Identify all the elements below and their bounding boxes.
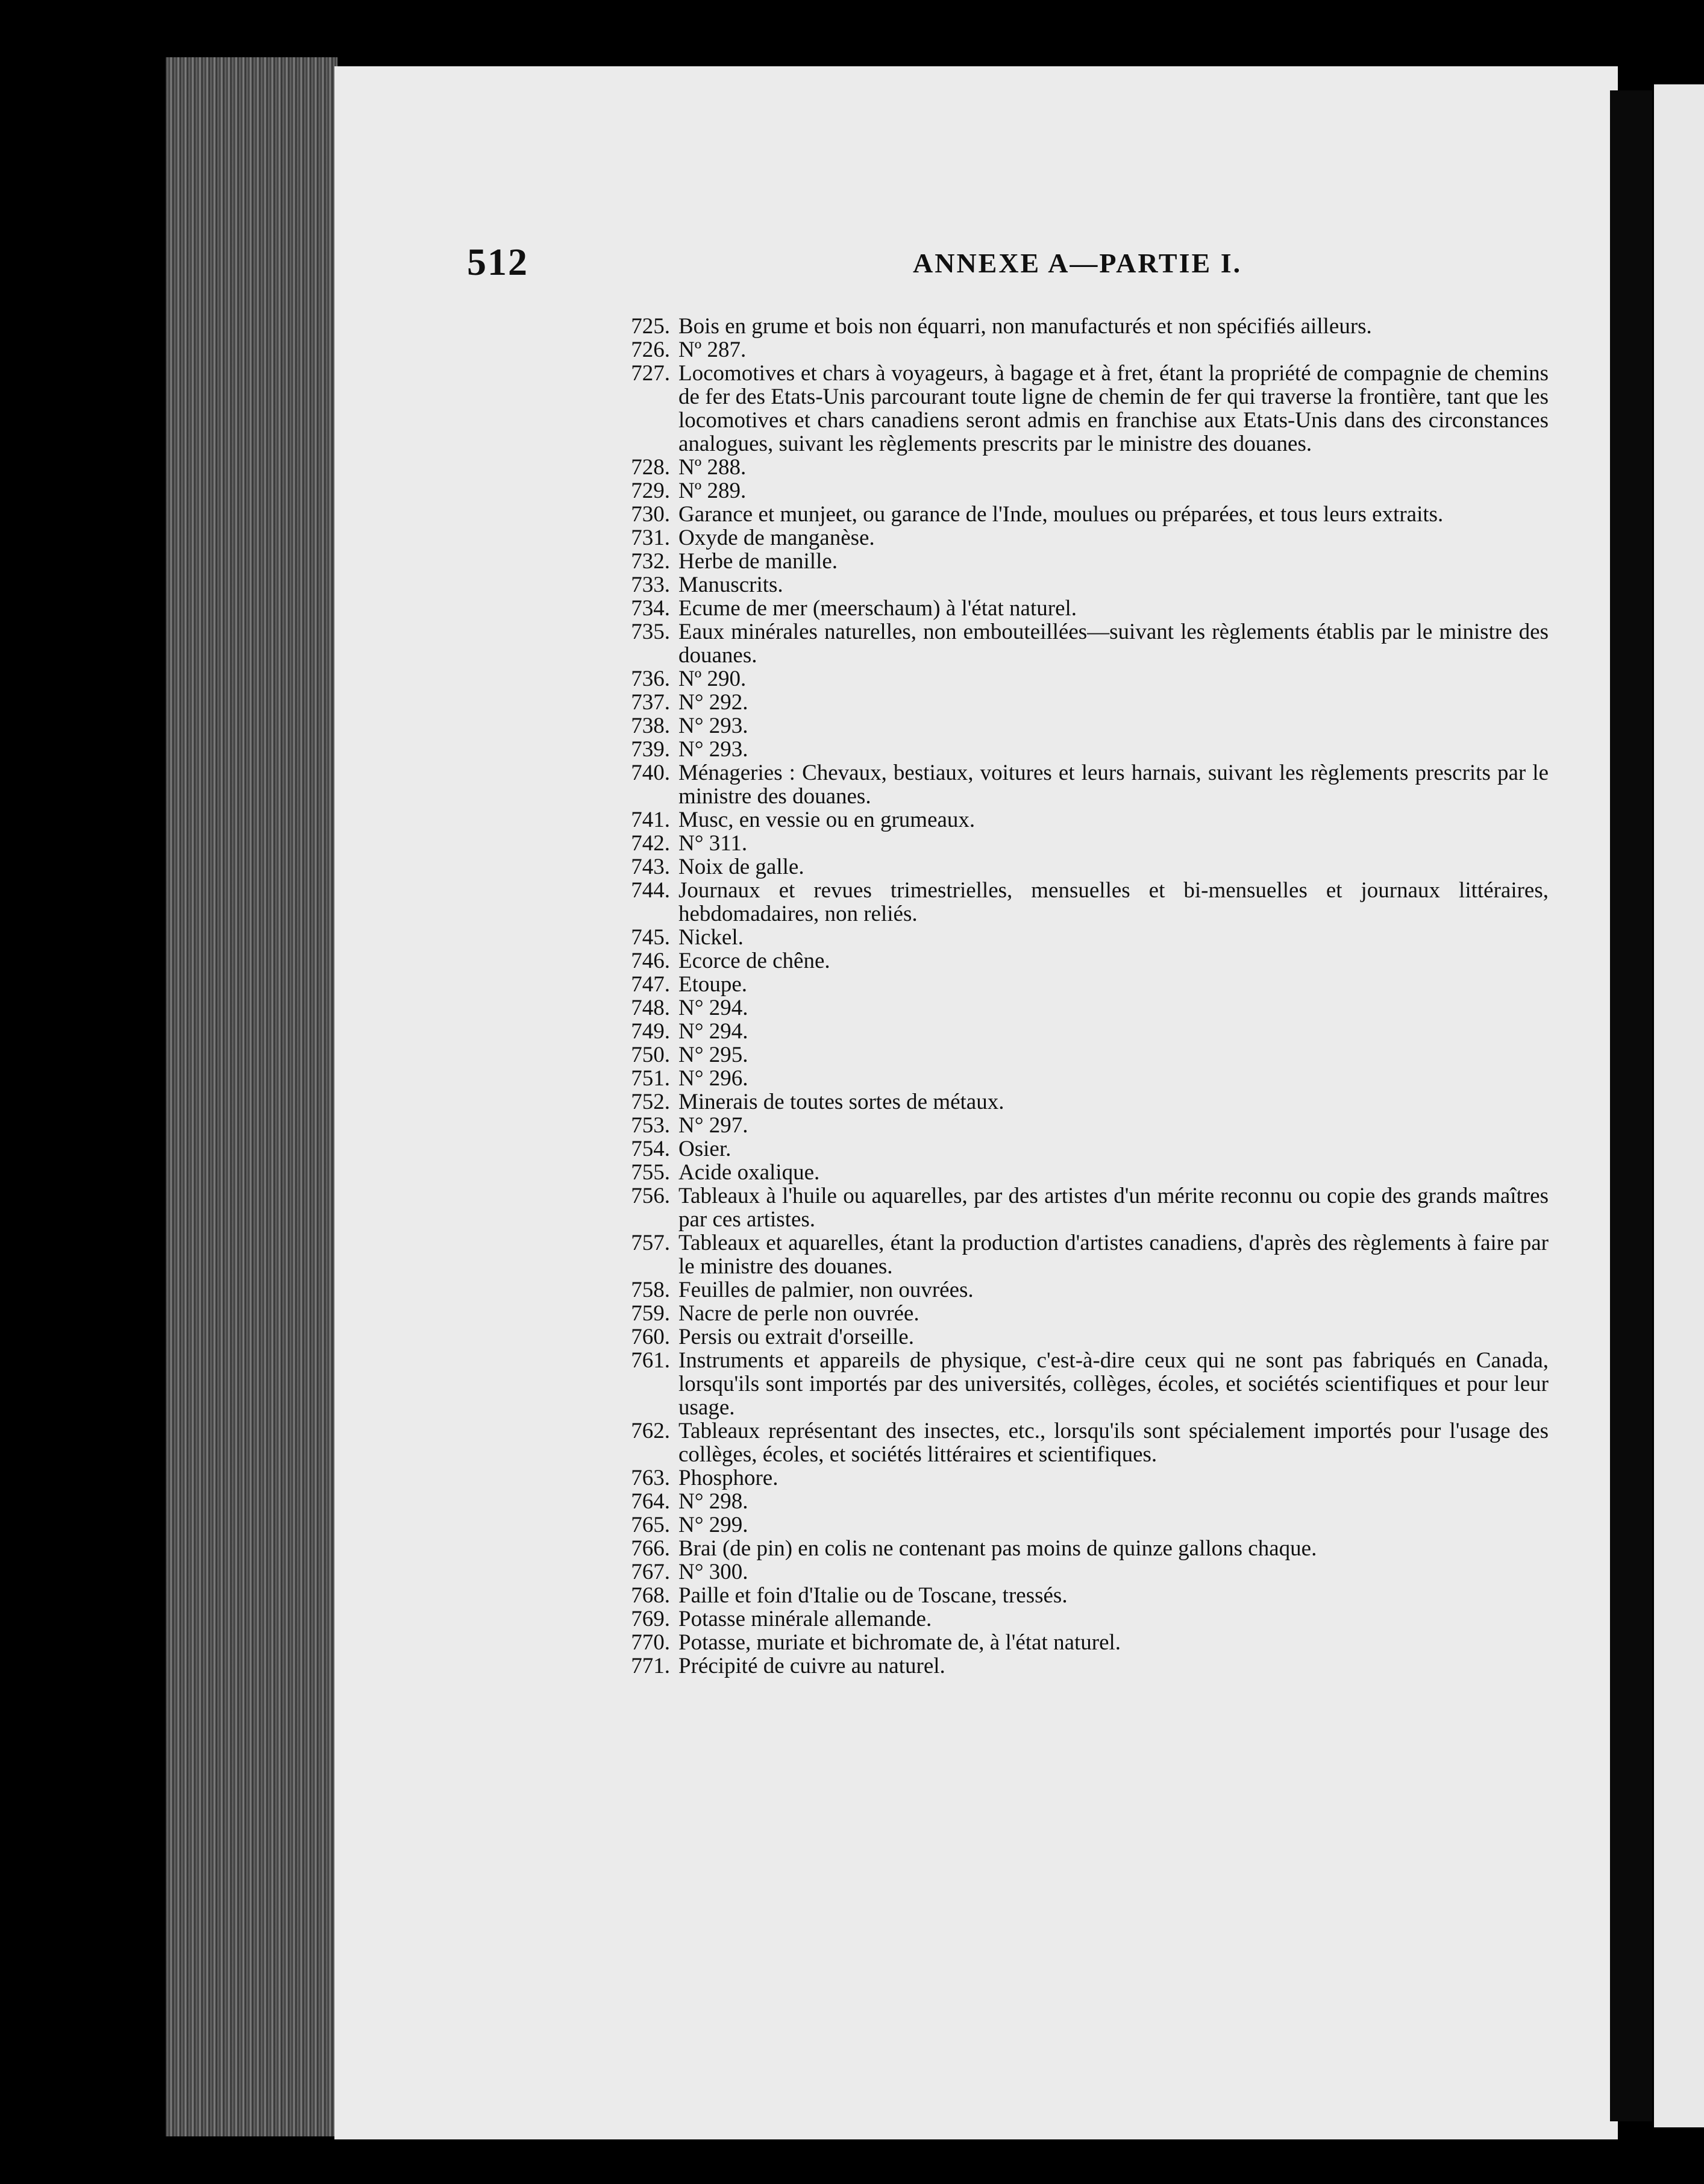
tariff-entry [627, 1020, 1549, 1043]
entry-text: Phosphore. [678, 1466, 778, 1490]
entry-text: Noix de galle. [678, 855, 804, 879]
entry-number: 766. [631, 1536, 670, 1561]
entry-text: Nº 290. [678, 667, 747, 691]
entry-text: Etoupe. [678, 972, 748, 997]
tariff-entry [627, 573, 1549, 597]
entry-text: N° 296. [678, 1066, 748, 1091]
page-number: 512 [467, 240, 528, 283]
entry-number: 750. [631, 1043, 670, 1067]
tariff-entry [627, 996, 1549, 1020]
tariff-entry [627, 667, 1549, 691]
tariff-entry [627, 855, 1549, 879]
entry-text: Tableaux représentant des insectes, etc., lorsqu'ils sont spécialement importés pour l'usage des collèges, écoles, et sociétés littéraires et scientifiques. [678, 1419, 1549, 1467]
entry-text: Paille et foin d'Italie ou de Toscane, tressés. [678, 1583, 1068, 1608]
entry-text: N° 300. [678, 1560, 748, 1584]
entry-text: Persis ou extrait d'orseille. [678, 1325, 914, 1349]
entry-text: Acide oxalique. [678, 1160, 820, 1185]
tariff-entry [627, 879, 1549, 926]
entry-text: N° 295. [678, 1043, 748, 1067]
entry-text: Herbe de manille. [678, 549, 838, 574]
tariff-entry [627, 1654, 1549, 1678]
tariff-entry [627, 926, 1549, 949]
tariff-entry [627, 1090, 1549, 1114]
entry-number: 765. [631, 1513, 670, 1537]
entry-text: Potasse minérale allemande. [678, 1607, 932, 1631]
tariff-entry [627, 1490, 1549, 1513]
tariff-entry [627, 1302, 1549, 1325]
entry-text: Feuilles de palmier, non ouvrées. [678, 1278, 974, 1302]
entry-number: 736. [631, 667, 670, 691]
entry-text: N° 294. [678, 996, 748, 1020]
entry-number: 752. [631, 1090, 670, 1114]
entry-number: 745. [631, 925, 670, 950]
tariff-entry [627, 620, 1549, 667]
entry-number: 770. [631, 1630, 670, 1655]
entry-text: Nickel. [678, 925, 744, 950]
entry-number: 731. [631, 526, 670, 550]
entry-text: Manuscrits. [678, 573, 783, 597]
tariff-entry [627, 1161, 1549, 1184]
entry-number: 762. [631, 1419, 670, 1443]
tariff-entry [627, 338, 1549, 362]
entry-number: 746. [631, 949, 670, 973]
entry-number: 733. [631, 573, 670, 597]
entry-text: Ecume de mer (meerschaum) à l'état naturel. [678, 596, 1077, 621]
tariff-entry [627, 1067, 1549, 1090]
entry-number: 761. [631, 1348, 670, 1373]
entry-number: 730. [631, 502, 670, 527]
tariff-entry [627, 1513, 1549, 1537]
entry-number: 738. [631, 714, 670, 738]
entry-text: Bois en grume et bois non équarri, non manufacturés et non spécifiés ailleurs. [678, 314, 1372, 339]
tariff-entry [627, 691, 1549, 714]
entry-number: 771. [631, 1654, 670, 1678]
entry-text: Potasse, muriate et bichromate de, à l'état naturel. [678, 1630, 1121, 1655]
tariff-entry [627, 315, 1549, 338]
entry-text: Ménageries : Chevaux, bestiaux, voitures et leurs harnais, suivant les règlements prescrits par le ministre des douanes. [678, 761, 1549, 809]
entry-text: Musc, en vessie ou en grumeaux. [678, 808, 976, 832]
entry-number: 763. [631, 1466, 670, 1490]
entry-number: 751. [631, 1066, 670, 1091]
entry-number: 768. [631, 1583, 670, 1608]
entry-text: Brai (de pin) en colis ne contenant pas moins de quinze gallons chaque. [678, 1536, 1317, 1561]
tariff-entry [627, 1349, 1549, 1419]
tariff-entry [627, 1419, 1549, 1466]
tariff-entry [627, 1278, 1549, 1302]
tariff-entry [627, 1631, 1549, 1654]
tariff-entry [627, 973, 1549, 996]
tariff-entry [627, 832, 1549, 855]
entry-number: 735. [631, 620, 670, 644]
entry-number: 734. [631, 596, 670, 621]
adjacent-page [1654, 84, 1704, 2127]
entry-number: 757. [631, 1231, 670, 1255]
entry-number: 758. [631, 1278, 670, 1302]
entry-number: 754. [631, 1137, 670, 1161]
tariff-entry [627, 738, 1549, 761]
entry-number: 767. [631, 1560, 670, 1584]
entry-text: Journaux et revues trimestrielles, mensuelles et bi-mensuelles et journaux littéraires, hebdomadaires, non reliés. [678, 878, 1549, 926]
entry-number: 725. [631, 314, 670, 339]
entry-number: 747. [631, 972, 670, 997]
tariff-entry [627, 1114, 1549, 1137]
tariff-entry [627, 1325, 1549, 1349]
entry-text: Nº 289. [678, 479, 747, 503]
entry-text: Tableaux à l'huile ou aquarelles, par des artistes d'un mérite reconnu ou copie des grands maîtres par ces artistes. [678, 1184, 1549, 1232]
entry-text: Nacre de perle non ouvrée. [678, 1301, 919, 1326]
entry-text: N° 293. [678, 714, 748, 738]
tariff-entry [627, 1231, 1549, 1278]
entry-number: 748. [631, 996, 670, 1020]
entry-text: Nº 288. [678, 455, 747, 480]
tariff-entry [627, 550, 1549, 573]
entry-text: Oxyde de manganèse. [678, 526, 875, 550]
entry-number: 728. [631, 455, 670, 480]
entry-number: 737. [631, 690, 670, 715]
entry-number: 743. [631, 855, 670, 879]
entry-text: Tableaux et aquarelles, étant la production d'artistes canadiens, d'après des règlements à faire par le ministre des douanes. [678, 1231, 1549, 1279]
entry-number: 759. [631, 1301, 670, 1326]
tariff-entry [627, 526, 1549, 550]
entry-text: Ecorce de chêne. [678, 949, 830, 973]
entry-text: Locomotives et chars à voyageurs, à bagage et à fret, étant la propriété de compagnie de chemins de fer des Etats-Unis parcourant toute ligne de chemin de fer qui traverse la frontière, tant que les locomotives et chars canadiens seront admis en franchise aux Etats-Unis dans des circonstances analogues, suivant les règlements prescrits par le ministre des douanes. [678, 361, 1549, 456]
entry-text: Garance et munjeet, ou garance de l'Inde, moulues ou préparées, et tous leurs extraits. [678, 502, 1444, 527]
entry-number: 756. [631, 1184, 670, 1208]
entry-number: 732. [631, 549, 670, 574]
tariff-entry [627, 503, 1549, 526]
entry-text: N° 311. [678, 831, 748, 856]
entry-text: Instruments et appareils de physique, c'est-à-dire ceux qui ne sont pas fabriqués en Canada, lorsqu'ils sont importés par des universités, collèges, écoles, et sociétés scientifiques et pour leur usage. [678, 1348, 1549, 1420]
tariff-entry [627, 1584, 1549, 1607]
entry-number: 753. [631, 1113, 670, 1138]
entry-number: 764. [631, 1489, 670, 1514]
entry-number: 740. [631, 761, 670, 785]
entry-number: 741. [631, 808, 670, 832]
entry-text: N° 293. [678, 737, 748, 762]
tariff-entry [627, 1466, 1549, 1490]
tariff-entry [627, 808, 1549, 832]
entry-text: Osier. [678, 1137, 731, 1161]
tariff-entry [627, 597, 1549, 620]
entry-text: N° 299. [678, 1513, 748, 1537]
entry-text: N° 297. [678, 1113, 748, 1138]
entry-number: 729. [631, 479, 670, 503]
tariff-entry [627, 456, 1549, 479]
entry-number: 749. [631, 1019, 670, 1044]
page-header-title: ANNEXE A—PARTIE I. [913, 248, 1242, 278]
tariff-entry [627, 1607, 1549, 1631]
entry-text: N° 292. [678, 690, 748, 715]
entry-number: 742. [631, 831, 670, 856]
entry-text: N° 294. [678, 1019, 748, 1044]
entry-number: 760. [631, 1325, 670, 1349]
tariff-entry [627, 1537, 1549, 1560]
entry-number: 755. [631, 1160, 670, 1185]
entry-number: 739. [631, 737, 670, 762]
entry-number: 744. [631, 878, 670, 903]
tariff-entry-list [627, 315, 1549, 1678]
entry-number: 727. [631, 361, 670, 386]
entry-text: N° 298. [678, 1489, 748, 1514]
tariff-entry [627, 362, 1549, 456]
entry-text: Précipité de cuivre au naturel. [678, 1654, 945, 1678]
tariff-entry [627, 949, 1549, 973]
tariff-entry [627, 714, 1549, 738]
entry-text: Nº 287. [678, 337, 747, 362]
book-page-edges [166, 57, 337, 2136]
tariff-entry [627, 1560, 1549, 1584]
tariff-entry [627, 1043, 1549, 1067]
tariff-entry [627, 1137, 1549, 1161]
tariff-entry [627, 1184, 1549, 1231]
entry-number: 726. [631, 337, 670, 362]
tariff-entry [627, 761, 1549, 808]
tariff-entry [627, 479, 1549, 503]
entry-text: Eaux minérales naturelles, non embouteillées—suivant les règlements établis par le ministre des douanes. [678, 620, 1549, 668]
entry-number: 769. [631, 1607, 670, 1631]
entry-text: Minerais de toutes sortes de métaux. [678, 1090, 1004, 1114]
book-gutter-shadow [1610, 90, 1652, 2121]
